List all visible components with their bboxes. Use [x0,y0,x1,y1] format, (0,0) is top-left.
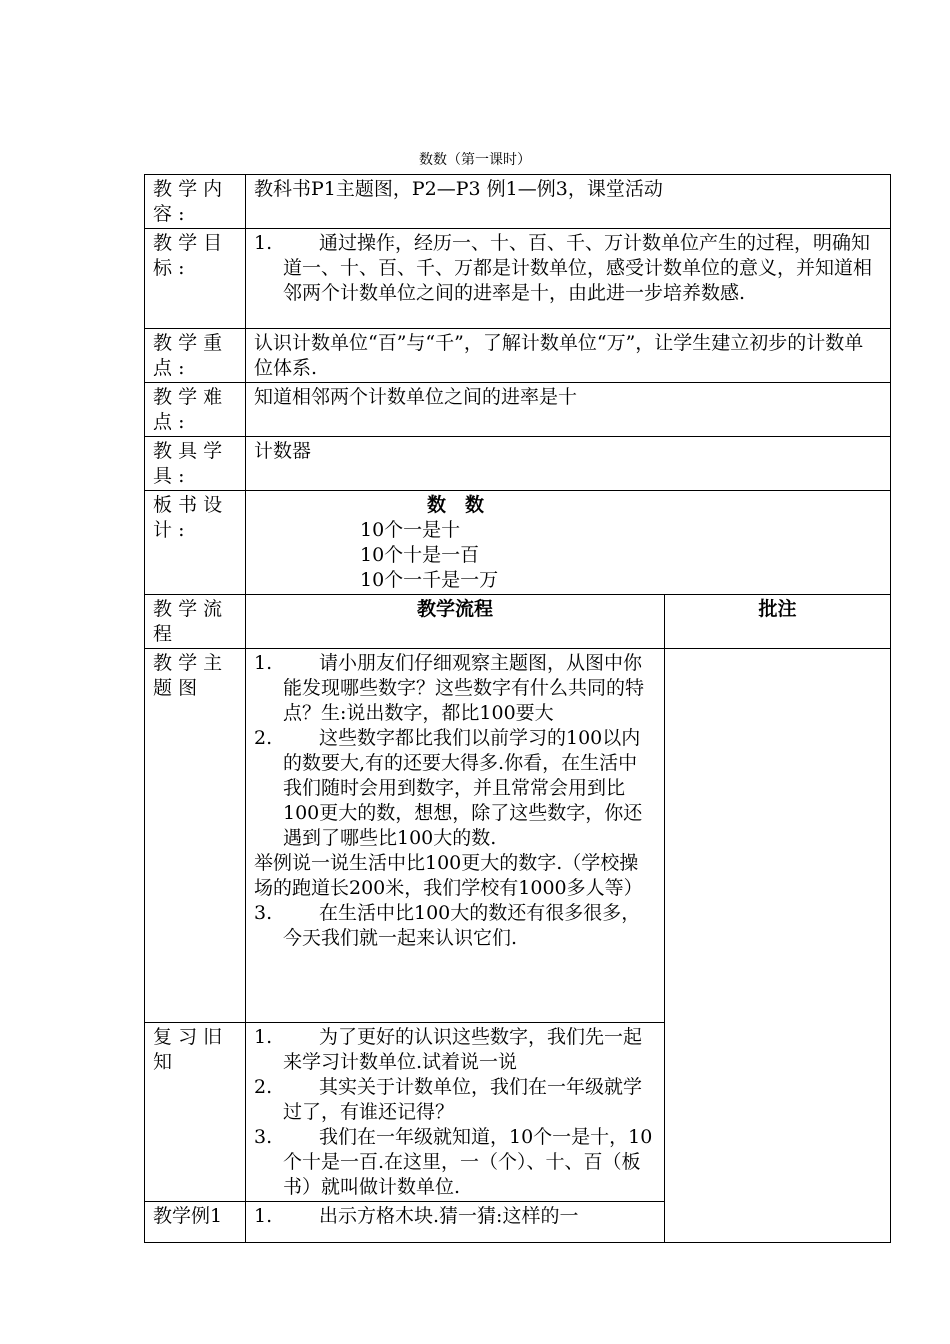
row-flow-header [145,595,891,649]
lesson-plan-table [144,174,891,1243]
row-content [145,175,891,229]
list-item: 1. 出示方格木块.猜一猜:这样的一 [254,1205,579,1227]
row-value: 计数器 [246,437,891,491]
row-label: 教学重点: [145,329,246,383]
list-item: 3. 在生活中比100大的数还有很多很多，今天我们就一起来认识它们. [254,902,641,949]
row-label: 教学内容: [145,175,246,229]
column-header-flow: 教学流程 [246,595,665,649]
row-theme-picture [145,649,891,1023]
notes-cell [665,649,891,1243]
list-item: 2. 其实关于计数单位，我们在一年级就学过了，有谁还记得？ [254,1076,643,1123]
row-value: 认识计数单位“百”与“千”，了解计数单位“万”，让学生建立初步的计数单位体系. [246,329,891,383]
list-item: 1. 为了更好的认识这些数字，我们先一起来学习计数单位.试着说一说 [254,1026,643,1073]
row-label: 教学目标: [145,229,246,329]
row-value [246,1202,665,1243]
row-label: 复习旧知 [145,1023,246,1202]
row-key-points [145,329,891,383]
list-item: 1. 请小朋友们仔细观察主题图，从图中你能发现哪些数字？这些数字有什么共同的特点？生:说出数字，都比100要大 [254,652,645,724]
row-value [246,229,891,329]
row-difficulties [145,383,891,437]
row-board-design [145,491,891,595]
board-line: 10个十是一百 [360,544,480,566]
document-title: 数数（第一课时） [419,152,531,168]
row-objectives [145,229,891,329]
column-header-notes: 批注 [665,595,891,649]
row-value [246,1023,665,1202]
row-label: 教具学具: [145,437,246,491]
row-label: 教学主题图 [145,649,246,1023]
board-line: 10个一是十 [360,519,461,541]
board-heading: 数数 [426,494,503,516]
row-tools [145,437,891,491]
row-label: 教学流程 [145,595,246,649]
list-item: 举例说一说生活中比100更大的数字.（学校操场的跑道长200米，我们学校有1000多人等） [254,852,643,899]
list-item: 2. 这些数字都比我们以前学习的100以内的数要大,有的还要大得多.你看，在生活中我们随时会用到数字，并且常常会用到比100更大的数，想想，除了这些数字，你还遇到了哪些比100大的数. [254,727,643,849]
row-value [246,649,665,1023]
row-value: 知道相邻两个计数单位之间的进率是十 [246,383,891,437]
list-item: 1. 通过操作，经历一、十、百、千、万计数单位产生的过程，明确知道一、十、百、千、万都是计数单位，感受计数单位的意义，并知道相邻两个计数单位之间的进率是十，由此进一步培养数感. [254,232,873,304]
list-item: 3. 我们在一年级就知道，10个一是十，10个十是一百.在这里，一（个）、十、百（板书）就叫做计数单位. [254,1126,653,1198]
board-design [246,491,891,595]
row-label: 教学例1 [145,1202,246,1243]
row-value: 教科书P1主题图，P2—P3 例1—例3，课堂活动 [246,175,891,229]
row-label: 板书设计: [145,491,246,595]
row-label: 教学难点: [145,383,246,437]
board-line: 10个一千是一万 [360,569,499,591]
